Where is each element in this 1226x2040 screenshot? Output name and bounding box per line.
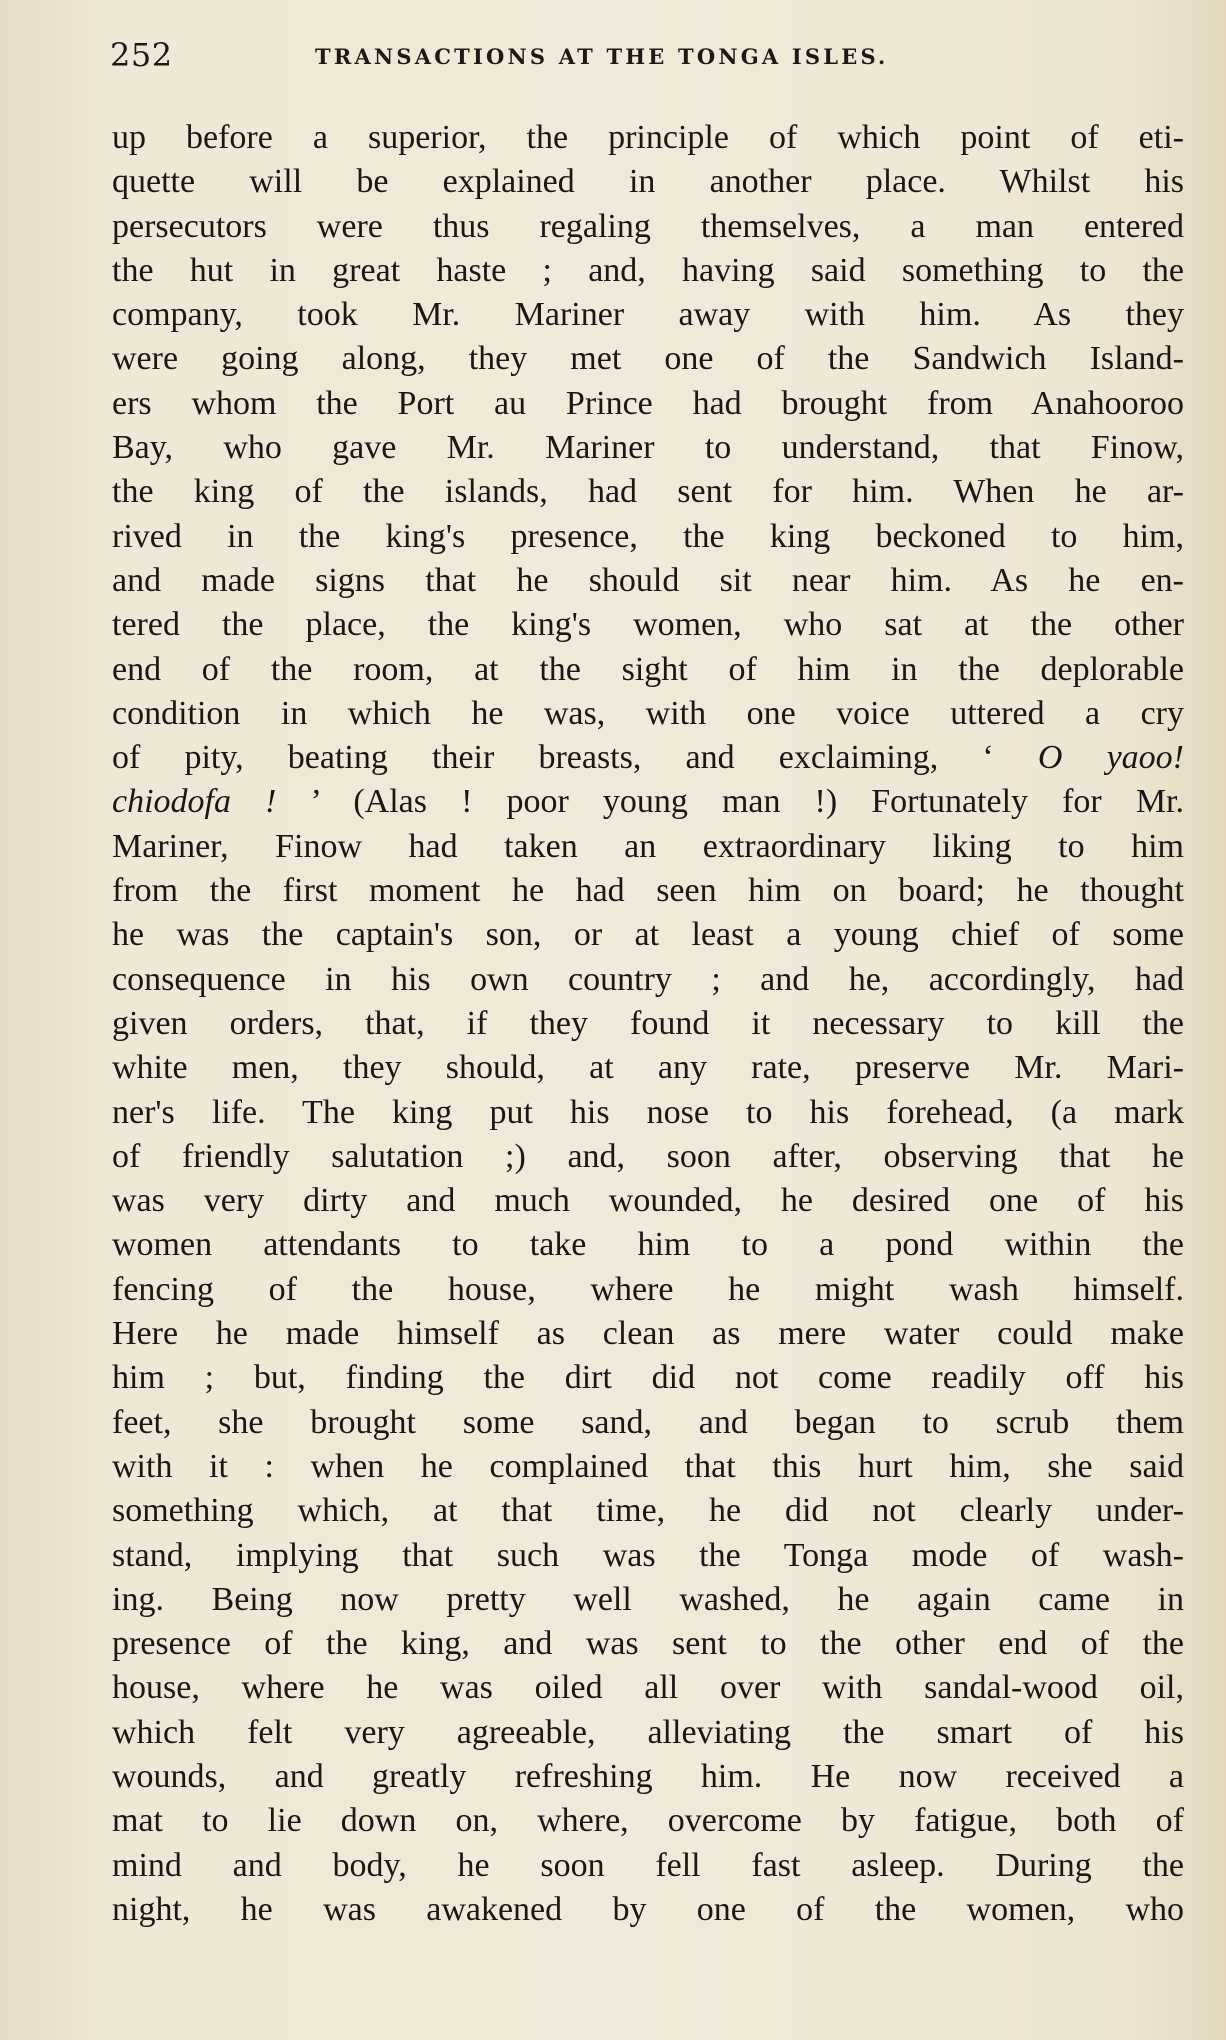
text-line: up before a superior, the principle of which point of eti- bbox=[112, 119, 1184, 156]
text-line: persecutors were thus regaling themselves, a man entered bbox=[112, 207, 1184, 245]
text-line: consequence in his own country ; and he, accordingly, had bbox=[112, 960, 1184, 998]
text-line: the king of the islands, had sent for him. When he ar- bbox=[112, 473, 1184, 511]
text-line: wounds, and greatly refreshing him. He now received a bbox=[112, 1757, 1184, 1795]
text-line: night, he was awakened by one of the women, who bbox=[112, 1890, 1184, 1928]
text-line: ing. Being now pretty well washed, he again came in bbox=[112, 1580, 1184, 1618]
text-line bbox=[112, 780, 1184, 824]
text-line bbox=[112, 736, 1184, 780]
text-line: of friendly salutation ;) and, soon after, observing that he bbox=[112, 1137, 1184, 1175]
text-segment: of pity, beating their breasts, and exclaiming, ‘ bbox=[112, 739, 1038, 777]
text-line: white men, they should, at any rate, preserve Mr. Mari- bbox=[112, 1049, 1184, 1087]
text-line: ers whom the Port au Prince had brought from Anahooroo bbox=[112, 384, 1184, 422]
page-number: 252 bbox=[110, 36, 173, 74]
text-line: which felt very agreeable, alleviating the smart of his bbox=[112, 1713, 1184, 1751]
text-line: and made signs that he should sit near him. As he en- bbox=[112, 561, 1184, 599]
text-line: Bay, who gave Mr. Mariner to understand, that Finow, bbox=[112, 429, 1184, 467]
text-line: Mariner, Finow had taken an extraordinary liking to him bbox=[112, 827, 1184, 865]
text-line: presence of the king, and was sent to the other end of the bbox=[112, 1625, 1184, 1663]
text-line: Here he made himself as clean as mere water could make bbox=[112, 1315, 1184, 1353]
text-line: house, where he was oiled all over with sandal-wood oil, bbox=[112, 1669, 1184, 1707]
text-line: were going along, they met one of the Sandwich Island- bbox=[112, 340, 1184, 378]
text-line: feet, she brought some sand, and began to scrub them bbox=[112, 1403, 1184, 1441]
text-line: from the first moment he had seen him on board; he thought bbox=[112, 872, 1184, 910]
text-line: the hut in great haste ; and, having said something to the bbox=[112, 251, 1184, 289]
text-line: he was the captain's son, or at least a young chief of some bbox=[112, 916, 1184, 954]
text-line: was very dirty and much wounded, he desired one of his bbox=[112, 1182, 1184, 1220]
italic-phrase: chiodofa ! bbox=[112, 783, 277, 821]
text-line: given orders, that, if they found it necessary to kill the bbox=[112, 1004, 1184, 1042]
text-line: ner's life. The king put his nose to his forehead, (a mark bbox=[112, 1093, 1184, 1131]
italic-phrase: O yaoo! bbox=[1037, 739, 1184, 777]
text-line: stand, implying that such was the Tonga mode of wash- bbox=[112, 1536, 1184, 1574]
text-line: company, took Mr. Mariner away with him. As they bbox=[112, 296, 1184, 334]
text-line: tered the place, the king's women, who sat at the other bbox=[112, 606, 1184, 644]
body-text bbox=[112, 116, 1184, 1932]
text-line: quette will be explained in another place. Whilst his bbox=[112, 163, 1184, 201]
text-line: him ; but, finding the dirt did not come readily off his bbox=[112, 1359, 1184, 1397]
text-line: with it : when he complained that this hurt him, she said bbox=[112, 1447, 1184, 1485]
text-line: condition in which he was, with one voice uttered a cry bbox=[112, 694, 1184, 732]
text-line: something which, at that time, he did not clearly under- bbox=[112, 1492, 1184, 1530]
text-line: mind and body, he soon fell fast asleep. During the bbox=[112, 1846, 1184, 1884]
page-header bbox=[110, 34, 1182, 82]
text-segment: ’ (Alas ! poor young man !) Fortunately for Mr. bbox=[276, 783, 1185, 821]
running-head: TRANSACTIONS AT THE TONGA ISLES. bbox=[315, 44, 889, 69]
text-line: mat to lie down on, where, overcome by fatigue, both of bbox=[112, 1802, 1184, 1840]
text-line: rived in the king's presence, the king beckoned to him, bbox=[112, 517, 1184, 555]
text-line: end of the room, at the sight of him in the deplorable bbox=[112, 650, 1184, 688]
text-line: fencing of the house, where he might wash himself. bbox=[112, 1270, 1184, 1308]
text-line: women attendants to take him to a pond within the bbox=[112, 1226, 1184, 1264]
